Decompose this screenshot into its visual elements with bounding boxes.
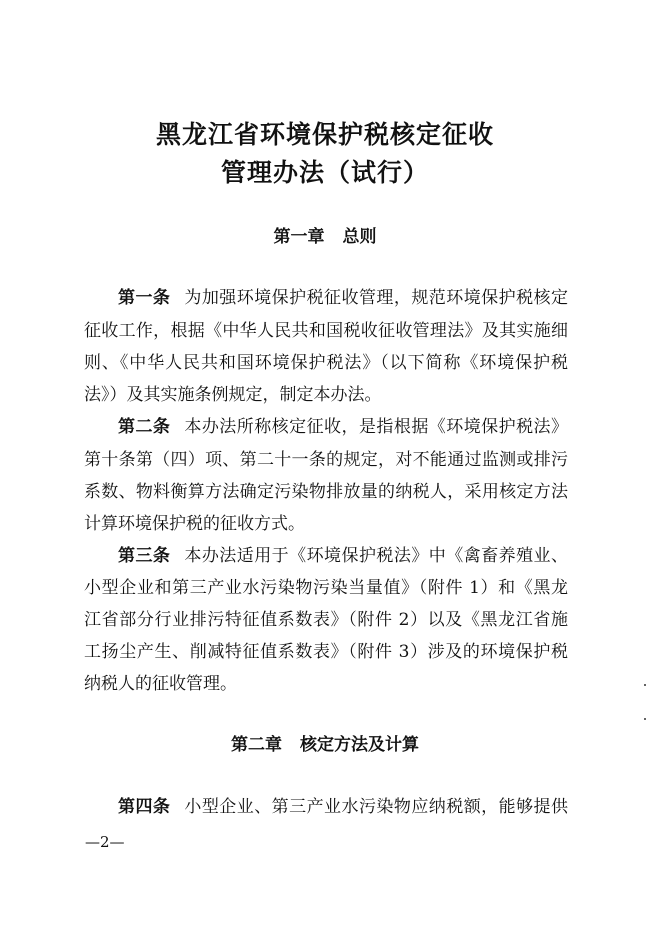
article-1-line-4: 法》）及其实施条例规定，制定本办法。 (84, 385, 382, 405)
article-3-text-1: 本办法适用于《环境保护税法》中《禽畜养殖业、 (184, 546, 568, 566)
article-4-line-1 (118, 796, 568, 818)
article-1-line-1 (118, 287, 568, 309)
scan-mark-dot (644, 718, 646, 720)
article-4-text-1: 小型企业、第三产业水污染物应纳税额，能够提供 (184, 797, 568, 817)
chapter-2-heading (0, 734, 650, 756)
article-3-line-5: 纳税人的征收管理。 (84, 674, 237, 694)
article-2-line-1 (118, 416, 568, 438)
page-number: —2— (85, 833, 125, 851)
article-3-line-4: 工扬尘产生、削减特征值系数表》（附件 3）涉及的环境保护税 (84, 642, 568, 662)
article-2-label: 第二条 (118, 417, 171, 437)
chapter-1-heading (0, 226, 650, 248)
article-1-label: 第一条 (118, 288, 171, 308)
article-2-line-2: 第十条第（四）项、第二十一条的规定，对不能通过监测或排污 (84, 450, 568, 470)
article-1-line-3: 则、《中华人民共和国环境保护税法》（以下简称《环境保护税 (84, 353, 568, 373)
article-2-text-1: 本办法所称核定征收，是指根据《环境保护税法》 (184, 417, 568, 437)
chapter-2-number: 第二章 (231, 735, 282, 755)
article-2-line-4: 计算环境保护税的征收方式。 (84, 514, 305, 534)
article-3-line-1 (118, 545, 568, 567)
article-3-label: 第三条 (118, 546, 171, 566)
article-2-line-3: 系数、物料衡算方法确定污染物排放量的纳税人，采用核定方法 (84, 482, 568, 502)
article-1-text-1: 为加强环境保护税征收管理，规范环境保护税核定 (184, 288, 568, 308)
article-3-line-2: 小型企业和第三产业水污染物污染当量值》（附件 1）和《黑龙 (84, 578, 568, 598)
article-3-line-3: 江省部分行业排污特征值系数表》（附件 2）以及《黑龙江省施 (84, 610, 568, 630)
scan-mark-dot (644, 684, 646, 686)
chapter-1-name: 总则 (342, 227, 377, 247)
article-4-label: 第四条 (118, 797, 171, 817)
chapter-2-name: 核定方法及计算 (300, 735, 419, 755)
document-title-line-2: 管理办法（试行） (220, 158, 429, 187)
article-1-line-2: 征收工作，根据《中华人民共和国税收征收管理法》及其实施细 (84, 321, 568, 341)
chapter-1-number: 第一章 (273, 227, 325, 247)
document-title-line-1: 黑龙江省环境保护税核定征收 (155, 120, 494, 149)
